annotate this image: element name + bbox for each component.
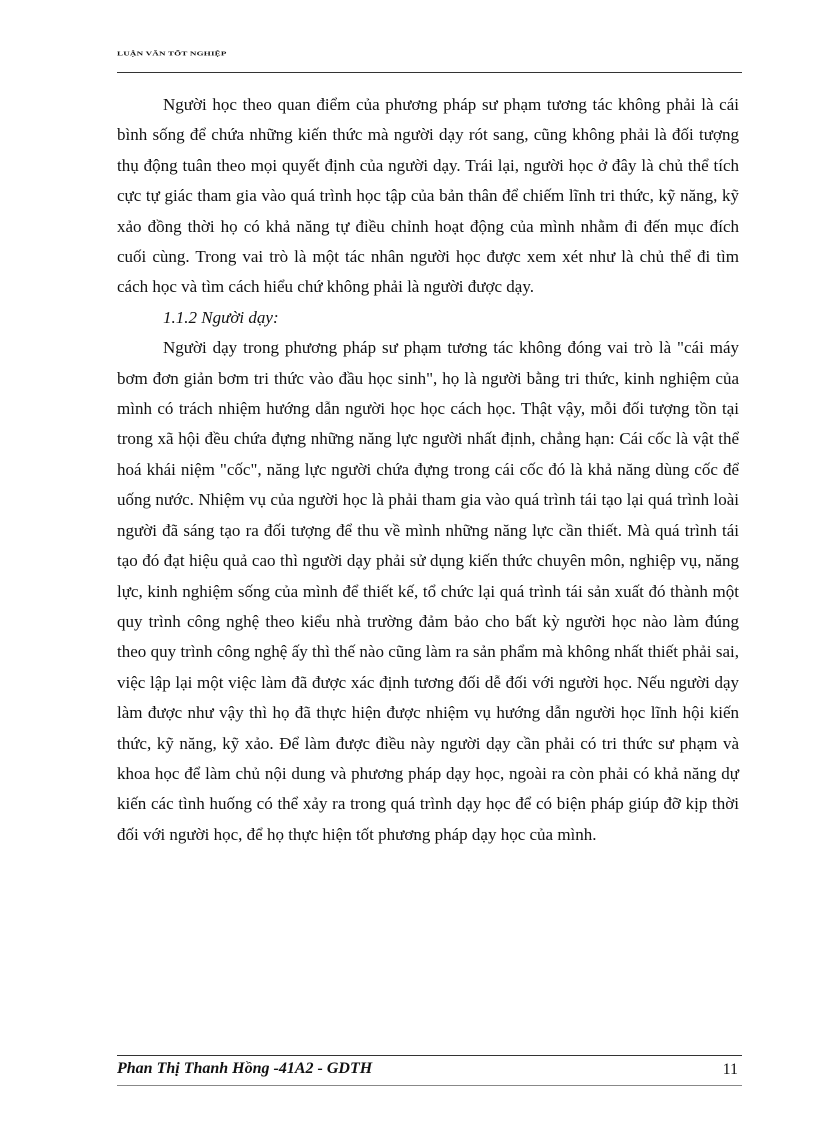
section-heading: 1.1.2 Người dạy: [163,307,279,327]
page-body [117,90,739,850]
header-divider [117,72,742,73]
running-header: LUẬN VĂN TỐT NGHIỆP [117,50,227,57]
footer-author: Phan Thị Thanh Hồng -41A2 - GDTH [117,1060,373,1077]
footer-divider [117,1055,742,1056]
page-number: 11 [722,1061,738,1078]
body-paragraph: Người dạy trong phương pháp sư phạm tương tác không đóng vai trò là "cái máy bơm đơn giản bơm tri thức vào đầu học sinh", họ là người bằng tri thức, kinh nghiệm của mình có trách nhiệm hướng dẫn người học học cách học. Thật vậy, mỗi đối tượng tồn tại trong xã hội đều chứa đựng những năng lực người nhất định, chẳng hạn: Cái cốc là vật thể hoá khái niệm "cốc", năng lực người chứa đựng trong cái cốc đó là khả năng dùng cốc để uống nước. Nhiệm vụ của người học là phải tham gia vào quá trình tái tạo lại quá trình loài người đã sáng tạo ra đối tượng để thu về mình những năng lực cần thiết. Mà quá trình tái tạo đó đạt hiệu quả cao thì người dạy phải sử dụng kiến thức chuyên môn, nghiệp vụ, năng lực, kinh nghiệm sống của mình để thiết kế, tổ chức lại quá trình tái sản xuất đó thành một quy trình công nghệ theo kiểu nhà trường đảm bảo cho bất kỳ người học nào làm đúng theo quy trình công nghệ ấy thì thế nào cũng làm ra sản phẩm mà không nhất thiết phải sai, việc lập lại một việc làm đã được xác định tương đối dễ đối với người học. Nếu người dạy làm được như vậy thì họ đã thực hiện được nhiệm vụ hướng dẫn người học lĩnh hội kiến thức, kỹ năng, kỹ xảo. Để làm được điều này người dạy cần phải có tri thức sư phạm và khoa học để làm chủ nội dung và phương pháp dạy học, ngoài ra còn phải có khả năng dự kiến các tình huống có thể xảy ra trong quá trình dạy học để có biện pháp giúp đỡ kịp thời đối với người học, để họ thực hiện tốt phương pháp dạy học của mình. [117,338,739,844]
footer-bottom-divider [117,1085,742,1086]
body-paragraph: Người học theo quan điểm của phương pháp sư phạm tương tác không phải là cái bình sống để chứa những kiến thức mà người dạy rót sang, cũng không phải là đối tượng thụ động tuân theo mọi quyết định của người dạy. Trái lại, người học ở đây là chủ thể tích cực tự giác tham gia vào quá trình học tập của bản thân để chiếm lĩnh tri thức, kỹ năng, kỹ xảo đồng thời họ có khả năng tự điều chỉnh hoạt động của mình nhằm đi đến mục đích cuối cùng. Trong vai trò là một tác nhân người học được xem xét như là chủ thể đi tìm cách học và tìm cách hiểu chứ không phải là người được dạy. [117,95,739,297]
